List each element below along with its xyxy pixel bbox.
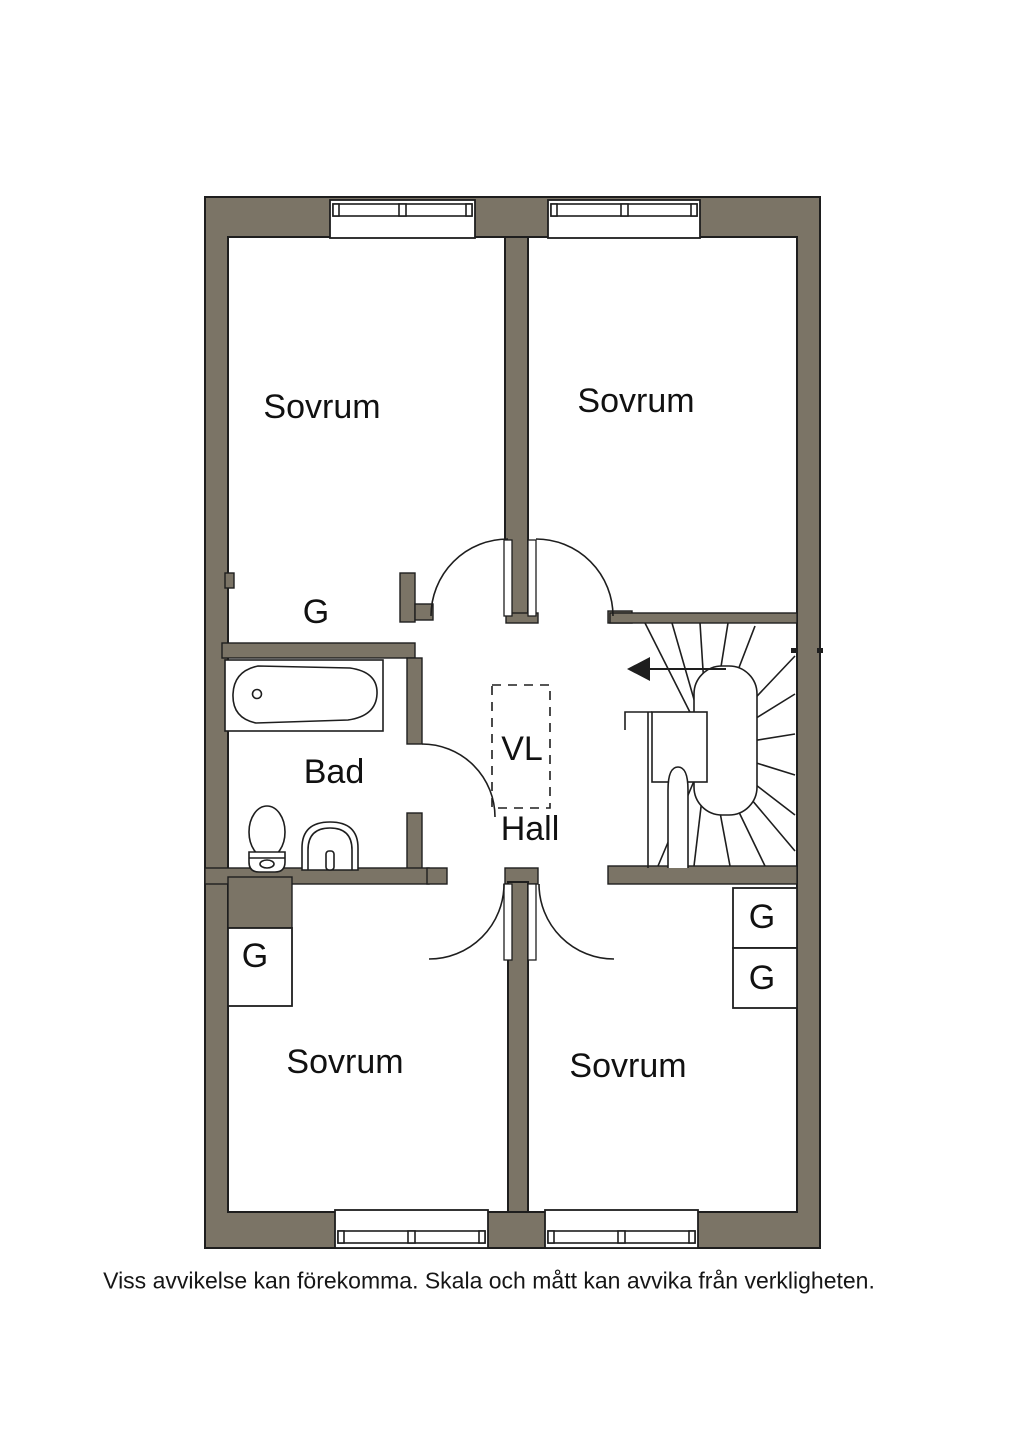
sink [302, 822, 358, 870]
toilet [249, 806, 285, 872]
window-bottom-right [545, 1210, 698, 1248]
window-top-right [548, 200, 700, 238]
label-bedroom-bottom-right: Sovrum [569, 1047, 687, 1085]
label-closet-alcove: G [302, 593, 330, 631]
label-bedroom-top-left: Sovrum [263, 388, 381, 426]
label-bedroom-bottom-left: Sovrum [286, 1043, 404, 1081]
label-hall: Hall [500, 810, 560, 848]
window-bottom-left [335, 1210, 488, 1248]
stair-newel-post [668, 767, 688, 868]
label-closet-bottom-left: G [241, 937, 269, 975]
window-top-left [330, 200, 475, 238]
label-wardrobe-zone: VL [501, 730, 543, 768]
label-bathroom: Bad [303, 753, 365, 791]
label-closet-right-upper: G [748, 898, 776, 936]
label-bedroom-top-right: Sovrum [577, 382, 695, 420]
label-closet-right-lower: G [748, 959, 776, 997]
disclaimer-text: Viss avvikelse kan förekomma. Skala och mått kan avvika från verkligheten. [103, 1267, 875, 1294]
bathtub [225, 660, 383, 731]
